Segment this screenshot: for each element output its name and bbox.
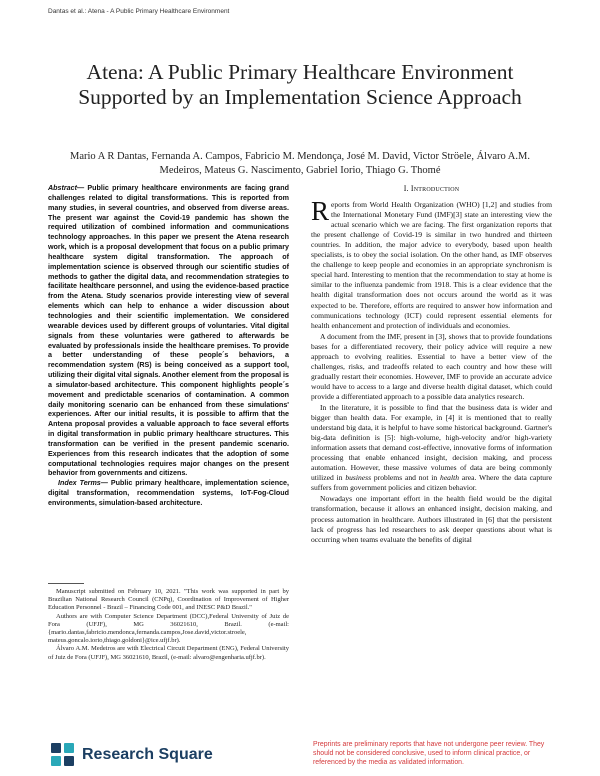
intro-paragraph-1: Reports from World Health Organization (WHO) [1,2] and studies from the International Monetary Fund (IMF)[3] state an interesting view the actual scenario which we are facing. The first organization reports that the present challenge of Covid-19 is similar in two hundred and thirteen countries. In addition, the major advice to everybody, based upon health specialists, is to obey the social isolation. On the other hand, as IMF observes the challenge to keep people and economies in an appropriate synchronism is special hard. Interesting to mention that the recommendation to stay at home is similar to the influenza pandemic from 1918. This is a clear evidence that the health digital transformation does not occurs around the world as it was expected to be. Therefore, efforts are required to answer how information and communications technology (ICT) could represent essential elements for health enhancement and protection of individuals and economies. [311,196,552,330]
intro-paragraph-2: A document from the IMF, present in [3], shows that to provide foundations bases for a differentiated recovery, their policy advice will require a new approach to evolving realities. Essential to have a better view of the challenges, risks, and tradeoffs related to each country and how these will gradually restart their economies. However, IMF to provide an accurate advice would have to access to a large and diverse health digital dataset, which could provide a differentiated approach to a possible data analytics research. [311,331,552,401]
section-heading [311,184,552,194]
section-number: I. [403,184,409,193]
author-list: Mario A R Dantas, Fernanda A. Campos, Fabricio M. Mendonça, José M. David, Victor Ströele, Álvaro A.M. Medeiros, Mateus G. Nascimento, Gabriel Iorio, Thiago G. Thomé [70,151,530,176]
preprint-disclaimer: Preprints are preliminary reports that have not undergone peer review. They should not be considered conclusive, used to inform clinical practice, or referenced by the media as validated information. [313,741,545,766]
left-column [48,184,289,509]
intro-paragraph-3: In the literature, it is possible to find that the business data is wider and bigger than health data. For example, in [4] it is mentioned that to really understand big data, it is helpful to have some historical background. Gartner's big-data definition is [5]: high-volume, high-velocity and/or high-variety information assets that demand cost-effective, innovative forms of information processing that enable enhanced insight, decision making, and process automation. However, these massive volumes of data are being commonly utilized in business problems and not in health area. Where the data capture suffers from government policies and citizen behavior. [311,402,552,493]
index-terms-lead: Index Terms— [58,479,108,488]
abstract-lead: Abstract— [48,184,85,192]
abstract [48,184,289,479]
abstract-text: Public primary healthcare environments are facing grand challenges related to digital transformations. This is reported from many studies, in several countries, and observed from diverse areas. The present war against the Covid-19 pandemic has shown the required utilization of combined information and communications technology approaches. In this paper we present the Atena research work, which is a proposal development that focus on a public primary healthcare system digital transformation. The approach of implementation science is observed through our scientific studies of methods to gather the digital data, and recommendation strategies to facilitate healthcare personnel, and using the evidence-based practice from the Atena. Study scenarios provide interesting view of several elements which can help to enhance a wider discussion about technologies and their scientific implementation. We considered wearable devices used by different groups of voluntaries. Vital digital signals from these voluntaries were gathered to afterwards be evaluated by professionals inside the healthcare premises. To provide a better understanding of these people´s behaviors, a recommendation system (RS) is being conceived as a support tool, utilizing their digital vital signals. Another element from the proposal is a simulator-based architecture. This component highlights people´s movement and predictable scenarios of contamination. A common daily monitoring scenario can be enhanced from these simulations' experiences. After our initial results, it is possible to affirm that the Antena proposal provides a valuable approach to face several efforts in digital transformation in public primary healthcare structures. This transformation can be verified in the present pandemic scenario. Experiences from this research indicates that the adoption of some computational technologies requires major changes on the present behavior from governments and citizens. [48,184,289,478]
intro-paragraph-4: Nowadays one important effort in the health field would be the digital transformation, because it allows an enhanced insight, decision making, and process automation in healthcare. Authors illustrated in [6] that the persistent lack of progress has led researchers to ask deeper questions about what is occurring when teams evaluate the benefits of digital [311,494,552,544]
footnote-manuscript: Manuscript submitted on February 10, 2021. "This work was supported in part by Brazilian National Research Council (CNPq), Coordination of Improvement of Higher Education Personnel - Brazil – Financing Code 001, and INESC P&D Brazil." [48,588,289,612]
footnote-divider [48,583,84,584]
paper-title: Atena: A Public Primary Healthcare Environment Supported by an Implementation Science Approach [78,60,522,109]
right-column [311,182,552,545]
footnote-medeiros: Álvaro A.M. Medeiros are with Electrical Circuit Department (ENG), Federal University of Juiz de Fora (UFJF), MG 36021610, Brazil, (e-mail: alvaro@engenharia.ufjf.br). [48,645,289,661]
section-title: Introduction [410,184,460,193]
research-square-logo-text: Research Square [82,746,213,763]
running-head: Dantas et al.: Atena - A Public Primary Healthcare Environment [48,8,230,15]
index-terms-text: Public primary healthcare, implementation science, digital transformation, recommendation systems, IoT-Fog-Cloud environments, simulation-based architecture. [48,479,289,507]
index-terms [48,479,289,509]
footnote-authors: Authors are with Computer Science Department (DCC),Federal University of Juiz de Fora (UFJF), MG 36021610, Brazil. (e-mail: {mario.dantas,fabricio.mendonca,fernanda.campos,Jose.david,victor.stroele, mateus.goncalo.iorio,thiago.goldoni}@ice.ufjf.br). [48,612,289,645]
footnotes [48,588,289,662]
research-square-logo-icon [50,742,76,768]
drop-cap: R [311,196,330,227]
research-square-logo[interactable] [50,742,213,768]
